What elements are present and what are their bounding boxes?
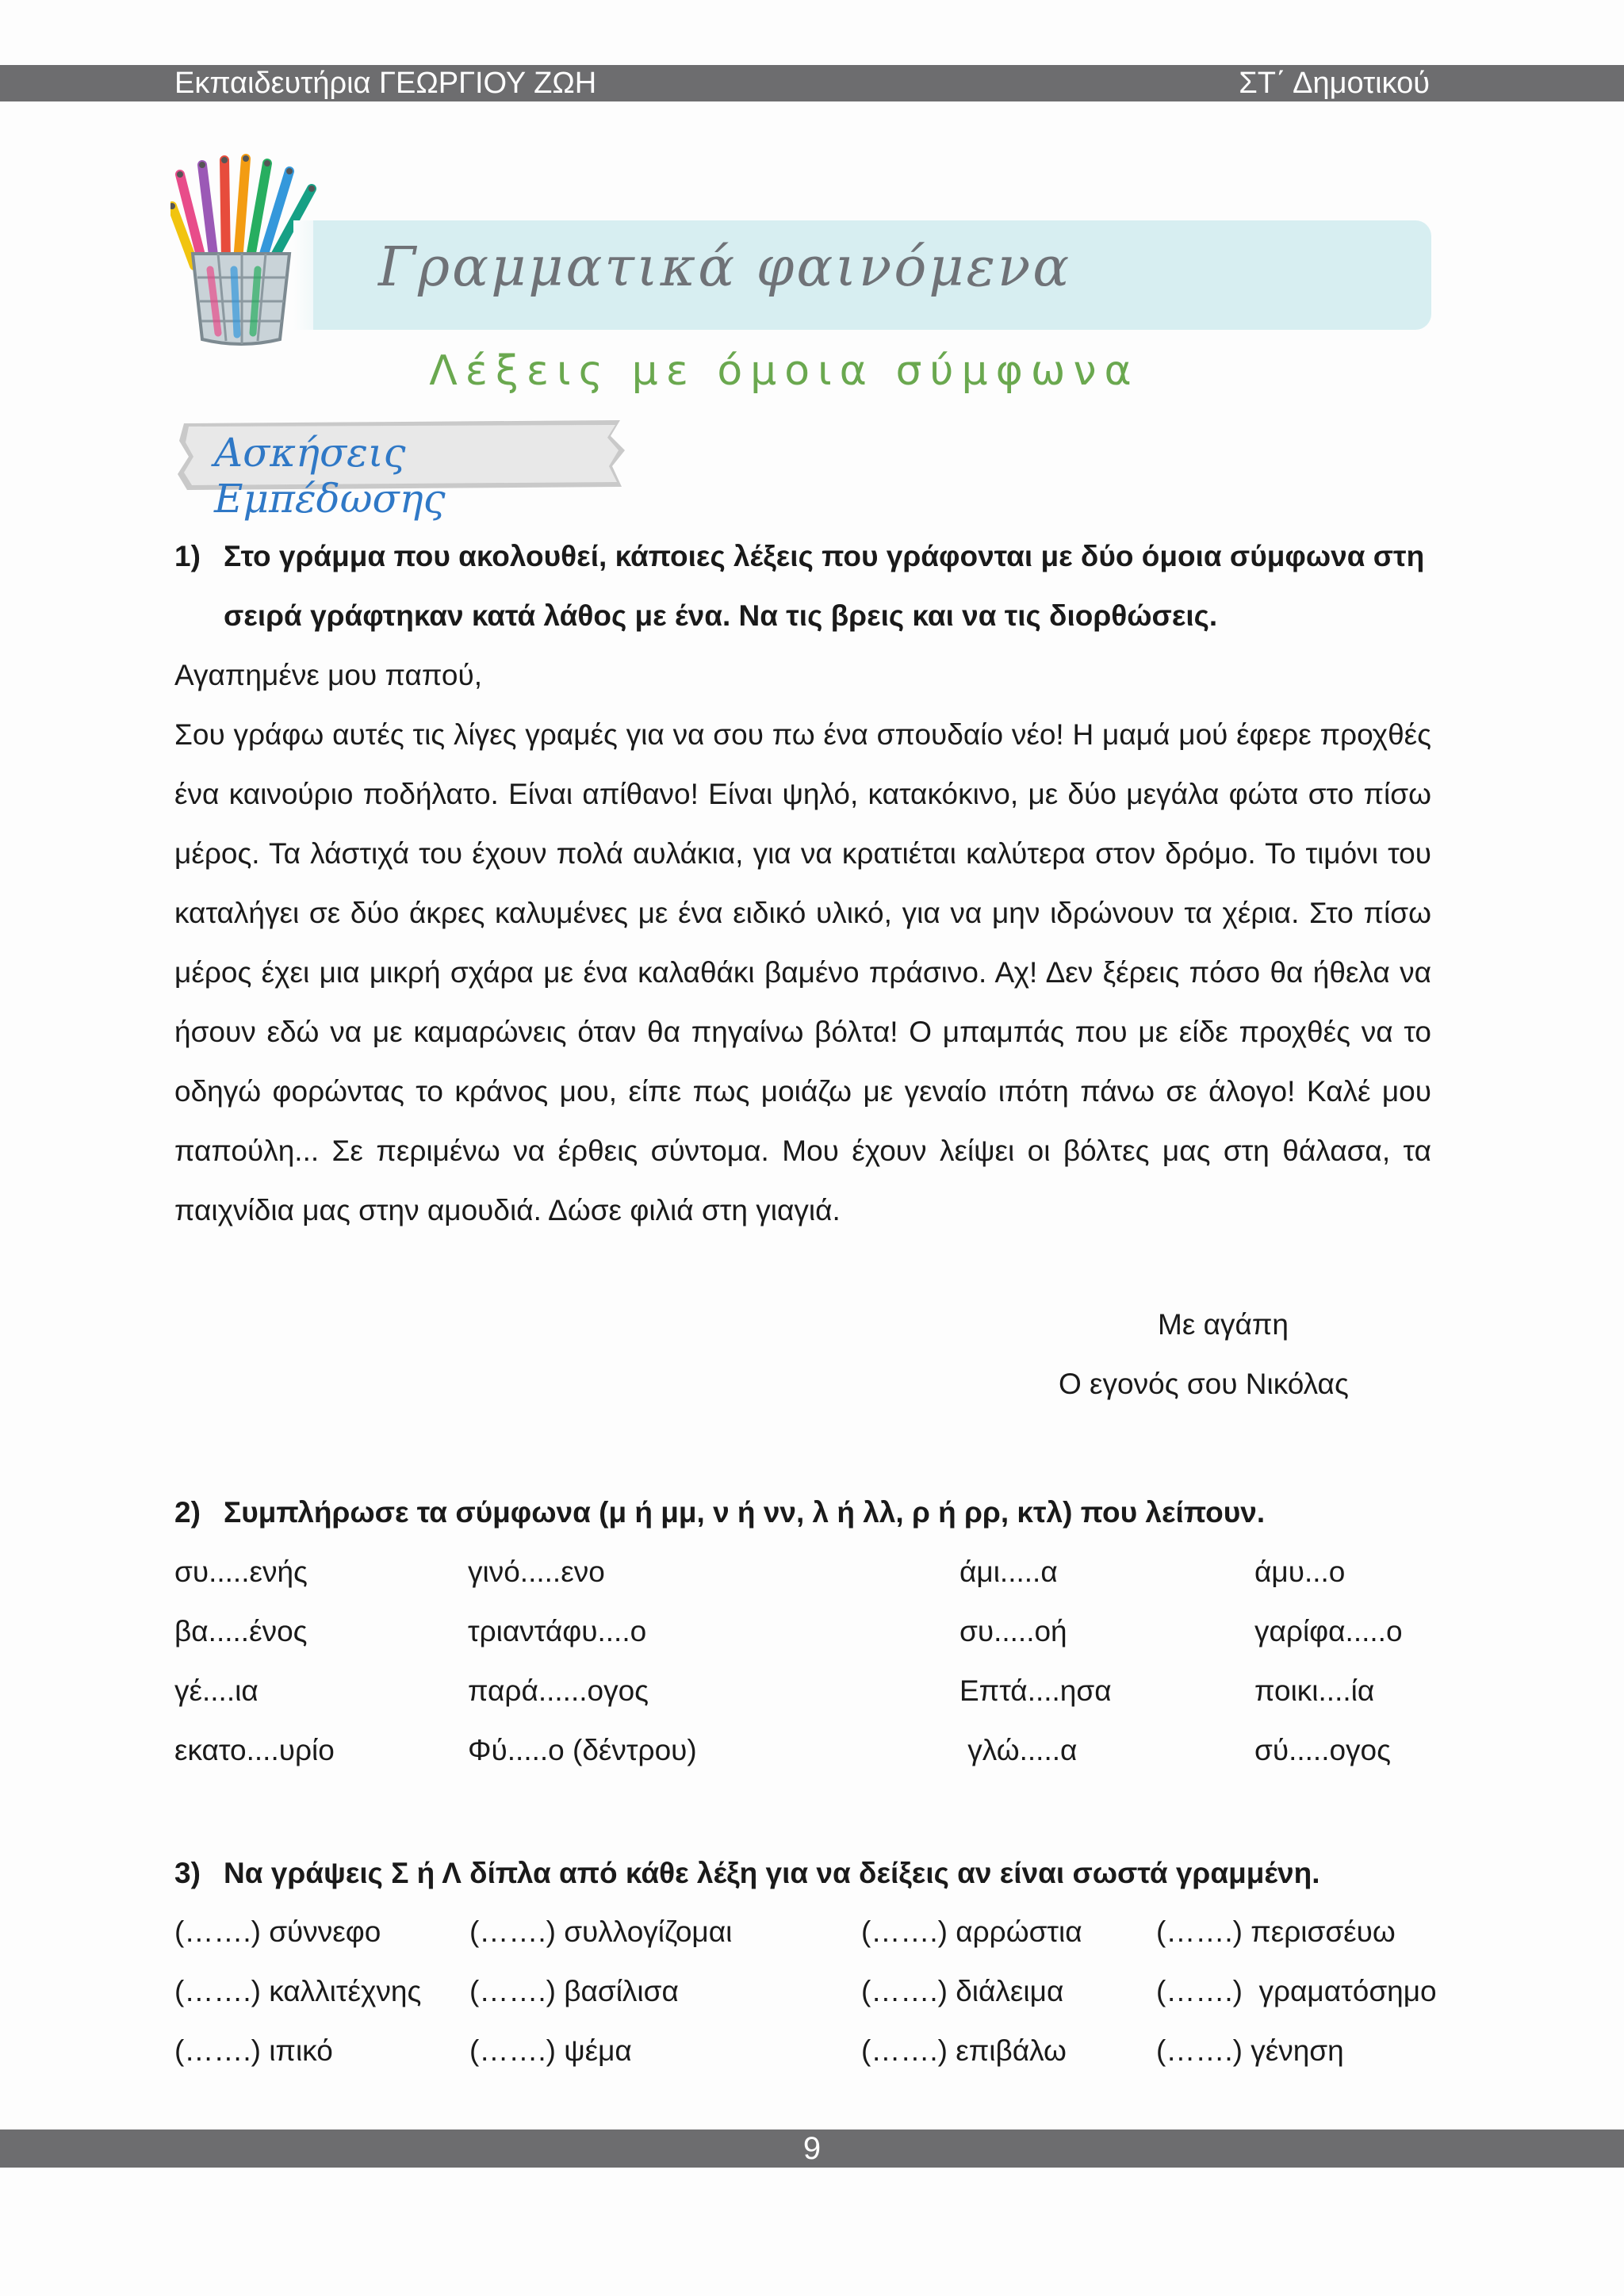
- question-number: 2): [174, 1496, 201, 1529]
- exercises-ribbon: [176, 419, 628, 522]
- check-word[interactable]: (…….) σύννεφο: [174, 1915, 381, 1948]
- check-word[interactable]: (…….) βασίλισα: [469, 1975, 679, 2007]
- school-name: Εκπαιδευτήρια ΓΕΩΡΓΙΟΥ ΖΩΗ: [174, 67, 597, 100]
- footer-bar: [0, 2130, 1624, 2168]
- question-1-line1: Στο γράμμα που ακολουθεί, κάποιες λέξεις που γράφονται με δύο όμοια σύμφωνα στη: [224, 540, 1425, 572]
- question-2-text: Συμπλήρωσε τα σύμφωνα (μ ή μμ, ν ή νν, λ ή λλ, ρ ή ρρ, κτλ) που λείπουν.: [224, 1496, 1266, 1529]
- section-title: Γραμματικά φαινόμενα: [378, 236, 1072, 299]
- blank-word[interactable]: γέ....ια: [174, 1674, 259, 1707]
- grade-label: ΣΤ΄ Δημοτικού: [1239, 67, 1430, 100]
- blank-word[interactable]: συ.....οή: [959, 1615, 1067, 1647]
- blank-word[interactable]: γινό.....ενο: [468, 1556, 605, 1588]
- blank-word[interactable]: τριαντάφυ....ο: [468, 1615, 647, 1647]
- check-word[interactable]: (…….) ιπικό: [174, 2034, 333, 2067]
- page-number: 9: [802, 2131, 822, 2166]
- blank-word[interactable]: άμυ...ο: [1254, 1556, 1346, 1588]
- question-1-line2: σειρά γράφτηκαν κατά λάθος με ένα. Να τις βρεις και να τις διορθώσεις.: [224, 599, 1218, 632]
- question-1: [174, 526, 1431, 1240]
- question-1-heading: [174, 526, 1431, 645]
- blank-word[interactable]: άμι.....α: [959, 1556, 1058, 1588]
- blank-word[interactable]: εκατο....υρίο: [174, 1734, 335, 1766]
- blank-word[interactable]: Φύ.....ο (δέντρου): [468, 1734, 697, 1766]
- check-word[interactable]: (…….) συλλογίζομαι: [469, 1915, 733, 1948]
- ribbon-label: Ασκήσεις Εμπέδωσης: [214, 430, 446, 522]
- blank-word[interactable]: ποικι....ία: [1254, 1674, 1375, 1707]
- blank-word[interactable]: συ.....ενής: [174, 1556, 308, 1588]
- check-word[interactable]: (…….) επιβάλω: [861, 2034, 1067, 2067]
- question-3-text: Να γράψεις Σ ή Λ δίπλα από κάθε λέξη για να δείξεις αν είναι σωστά γραμμένη.: [224, 1857, 1320, 1889]
- letter-closing: Με αγάπη: [1158, 1308, 1289, 1341]
- title-banner: [313, 220, 1431, 330]
- question-2-heading: [174, 1483, 1431, 1542]
- blank-word[interactable]: βα.....ένος: [174, 1615, 308, 1647]
- header-bar: [0, 65, 1624, 101]
- question-3-heading: [174, 1843, 1431, 1903]
- blank-word[interactable]: γαρίφα.....ο: [1254, 1615, 1403, 1647]
- blank-word[interactable]: Επτά....ησα: [959, 1674, 1112, 1707]
- letter-signature: Ο εγονός σου Νικόλας: [1059, 1368, 1349, 1400]
- check-word[interactable]: (…….) γένηση: [1156, 2034, 1344, 2067]
- letter-greeting: Αγαπημένε μου παπού,: [174, 659, 482, 691]
- check-word[interactable]: (…….) αρρώστια: [861, 1915, 1082, 1948]
- blank-word[interactable]: σύ.....ογος: [1254, 1734, 1391, 1766]
- blank-word[interactable]: παρά......ογος: [468, 1674, 649, 1707]
- letter-body: Σου γράφω αυτές τις λίγες γραμές για να σου πω ένα σπουδαίο νέο! Η μαμά μού έφερε προχθές ένα καινούριο ποδήλατο. Είναι απίθανο! Είναι ψηλό, κατακόκινο, με δύο μεγάλα φώτα στο πίσω μέρος. Τα λάστιχά του έχουν πολά αυλάκια, για να κρατιέται καλύτερα στον δρόμο. Το τιμόνι του καταλήγει σε δύο άκρες καλυμένες με ένα ειδικό υλικό, για να μην ιδρώνουν τα χέρια. Στο πίσω μέρος έχει μια μικρή σχάρα με ένα καλαθάκι βαμένο πράσινο. Αχ! Δεν ξέρεις πόσο θα ήθελα να ήσουν εδώ να με καμαρώνεις όταν θα πηγαίνω βόλτα! Ο μπαμπάς που με είδε προχθές να το οδηγώ φορώντας το κράνος μου, είπε πως μοιάζω με γεναίο ιπότη πάνω σε άλογο! Καλέ μου παπούλη... Σε περιμένω να έρθεις σύντομα. Μου έχουν λείψει οι βόλτες μας στη θάλασα, τα παιχνίδια μας στην αμουδιά. Δώσε φιλιά στη γιαγιά.: [174, 718, 1431, 1226]
- check-word[interactable]: (…….) καλλιτέχνης: [174, 1975, 422, 2007]
- question-number: 3): [174, 1857, 201, 1889]
- check-word[interactable]: (…….) γραματόσημο: [1156, 1975, 1437, 2007]
- subtitle-text: Λέξεις με όμοια σύμφωνα: [429, 347, 1139, 395]
- question-number: 1): [174, 540, 201, 572]
- subtitle: [0, 347, 1624, 395]
- check-word[interactable]: (…….) περισσέυω: [1156, 1915, 1396, 1948]
- check-word[interactable]: (…….) ψέμα: [469, 2034, 632, 2067]
- check-word[interactable]: (…….) διάλειμα: [861, 1975, 1064, 2007]
- blank-word[interactable]: γλώ.....α: [959, 1734, 1078, 1766]
